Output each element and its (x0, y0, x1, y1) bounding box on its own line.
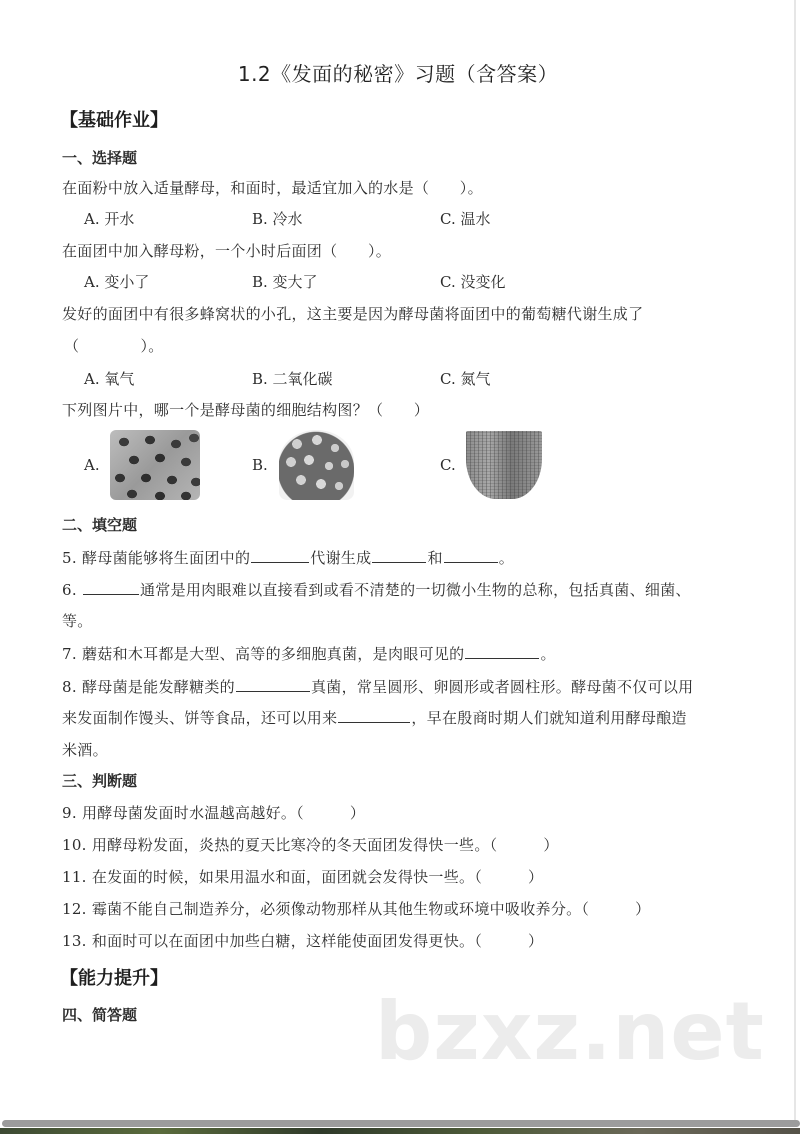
q5-text-a: 5. 酵母菌能够将生面团中的 (62, 549, 251, 567)
section-heading-choice: 一、选择题 (62, 149, 138, 167)
question-7 (62, 643, 556, 664)
question-3-continued: （ ）。 (64, 337, 164, 355)
q8-text-b: 真菌，常呈圆形、卵圆形或者圆柱形。酵母菌不仅可以用 (310, 678, 694, 696)
question-1: 在面粉中放入适量酵母，和面时，最适宜加入的水是（ ）。 (62, 179, 483, 197)
question-9: 9. 用酵母菌发面时水温越高越好。（ ） (62, 804, 366, 822)
q5-blank-1[interactable] (251, 547, 309, 563)
q2-option-b: B. 变大了 (252, 273, 318, 291)
q7-text-b: 。 (540, 645, 556, 663)
question-6 (62, 579, 691, 600)
watermark-text: bzxz.net (375, 985, 765, 1078)
section-heading-judge: 三、判断题 (62, 772, 138, 790)
q3-option-b: B. 二氧化碳 (252, 370, 333, 388)
document-title: 1.2《发面的秘密》习题（含答案） (237, 62, 559, 86)
question-2: 在面团中加入酵母粉，一个小时后面团（ ）。 (62, 242, 392, 260)
q5-text-d: 。 (498, 549, 515, 567)
question-4: 下列图片中，哪一个是酵母菌的细胞结构图？（ ） (62, 401, 430, 419)
question-5 (62, 547, 514, 568)
q3-option-c: C. 氮气 (440, 370, 491, 388)
question-13: 13. 和面时可以在面团中加些白糖，这样能使面团发得更快。（ ） (62, 932, 544, 950)
question-11: 11. 在发面的时候，如果用温水和面，面团就会发得快一些。（ ） (62, 868, 544, 886)
section-heading-short-answer: 四、简答题 (62, 1006, 138, 1024)
q1-option-a: A. 开水 (84, 210, 135, 228)
q6-blank-1[interactable] (83, 579, 139, 595)
block-heading-advanced: 【能力提升】 (60, 968, 168, 989)
horizontal-scrollbar[interactable] (2, 1120, 800, 1127)
background-image-strip (0, 1128, 800, 1134)
question-8-line-2 (62, 707, 687, 728)
q7-blank-1[interactable] (465, 643, 539, 659)
q2-option-c: C. 没变化 (440, 273, 506, 291)
q8-text-c: 来发面制作馒头、饼等食品，还可以用来 (62, 709, 338, 727)
question-8 (62, 676, 694, 697)
q4-option-b: B. (252, 456, 268, 474)
q8-text-a: 8. 酵母菌是能发酵糖类的 (62, 678, 235, 696)
q5-text-c: 和 (427, 549, 443, 567)
q5-blank-2[interactable] (372, 547, 426, 563)
q8-text-d: ，早在殷商时期人们就知道利用酵母酿造 (411, 709, 687, 727)
q3-option-a: A. 氧气 (84, 370, 135, 388)
root-tip-image-icon (466, 431, 542, 499)
q1-option-b: B. 冷水 (252, 210, 303, 228)
block-heading-basic: 【基础作业】 (60, 110, 168, 131)
q6-text-a: 6. (62, 581, 82, 599)
section-heading-fill: 二、填空题 (62, 516, 138, 534)
q1-option-c: C. 温水 (440, 210, 491, 228)
q5-blank-3[interactable] (444, 547, 498, 563)
question-12: 12. 霉菌不能自己制造养分，必须像动物那样从其他生物或环境中吸收养分。（ ） (62, 900, 651, 918)
yeast-micrograph-image-icon (279, 430, 354, 500)
question-6-continued: 等。 (62, 612, 93, 630)
q5-text-b: 代谢生成 (310, 549, 372, 567)
q4-option-c: C. (440, 456, 456, 474)
q7-text-a: 7. 蘑菇和木耳都是大型、高等的多细胞真菌，是肉眼可见的 (62, 645, 465, 663)
q6-text-b: 通常是用肉眼难以直接看到或看不清楚的一切微小生物的总称，包括真菌、细菌、 (139, 581, 691, 599)
q4-option-a: A. (84, 456, 100, 474)
cell-tissue-image-icon (110, 430, 200, 500)
q2-option-a: A. 变小了 (84, 273, 150, 291)
q8-blank-1[interactable] (236, 676, 310, 692)
question-3: 发好的面团中有很多蜂窝状的小孔，这主要是因为酵母菌将面团中的葡萄糖代谢生成了 (62, 305, 644, 323)
question-8-line-3: 米酒。 (62, 741, 108, 759)
question-10: 10. 用酵母粉发面，炎热的夏天比寒冷的冬天面团发得快一些。（ ） (62, 836, 559, 854)
q8-blank-2[interactable] (338, 707, 410, 723)
